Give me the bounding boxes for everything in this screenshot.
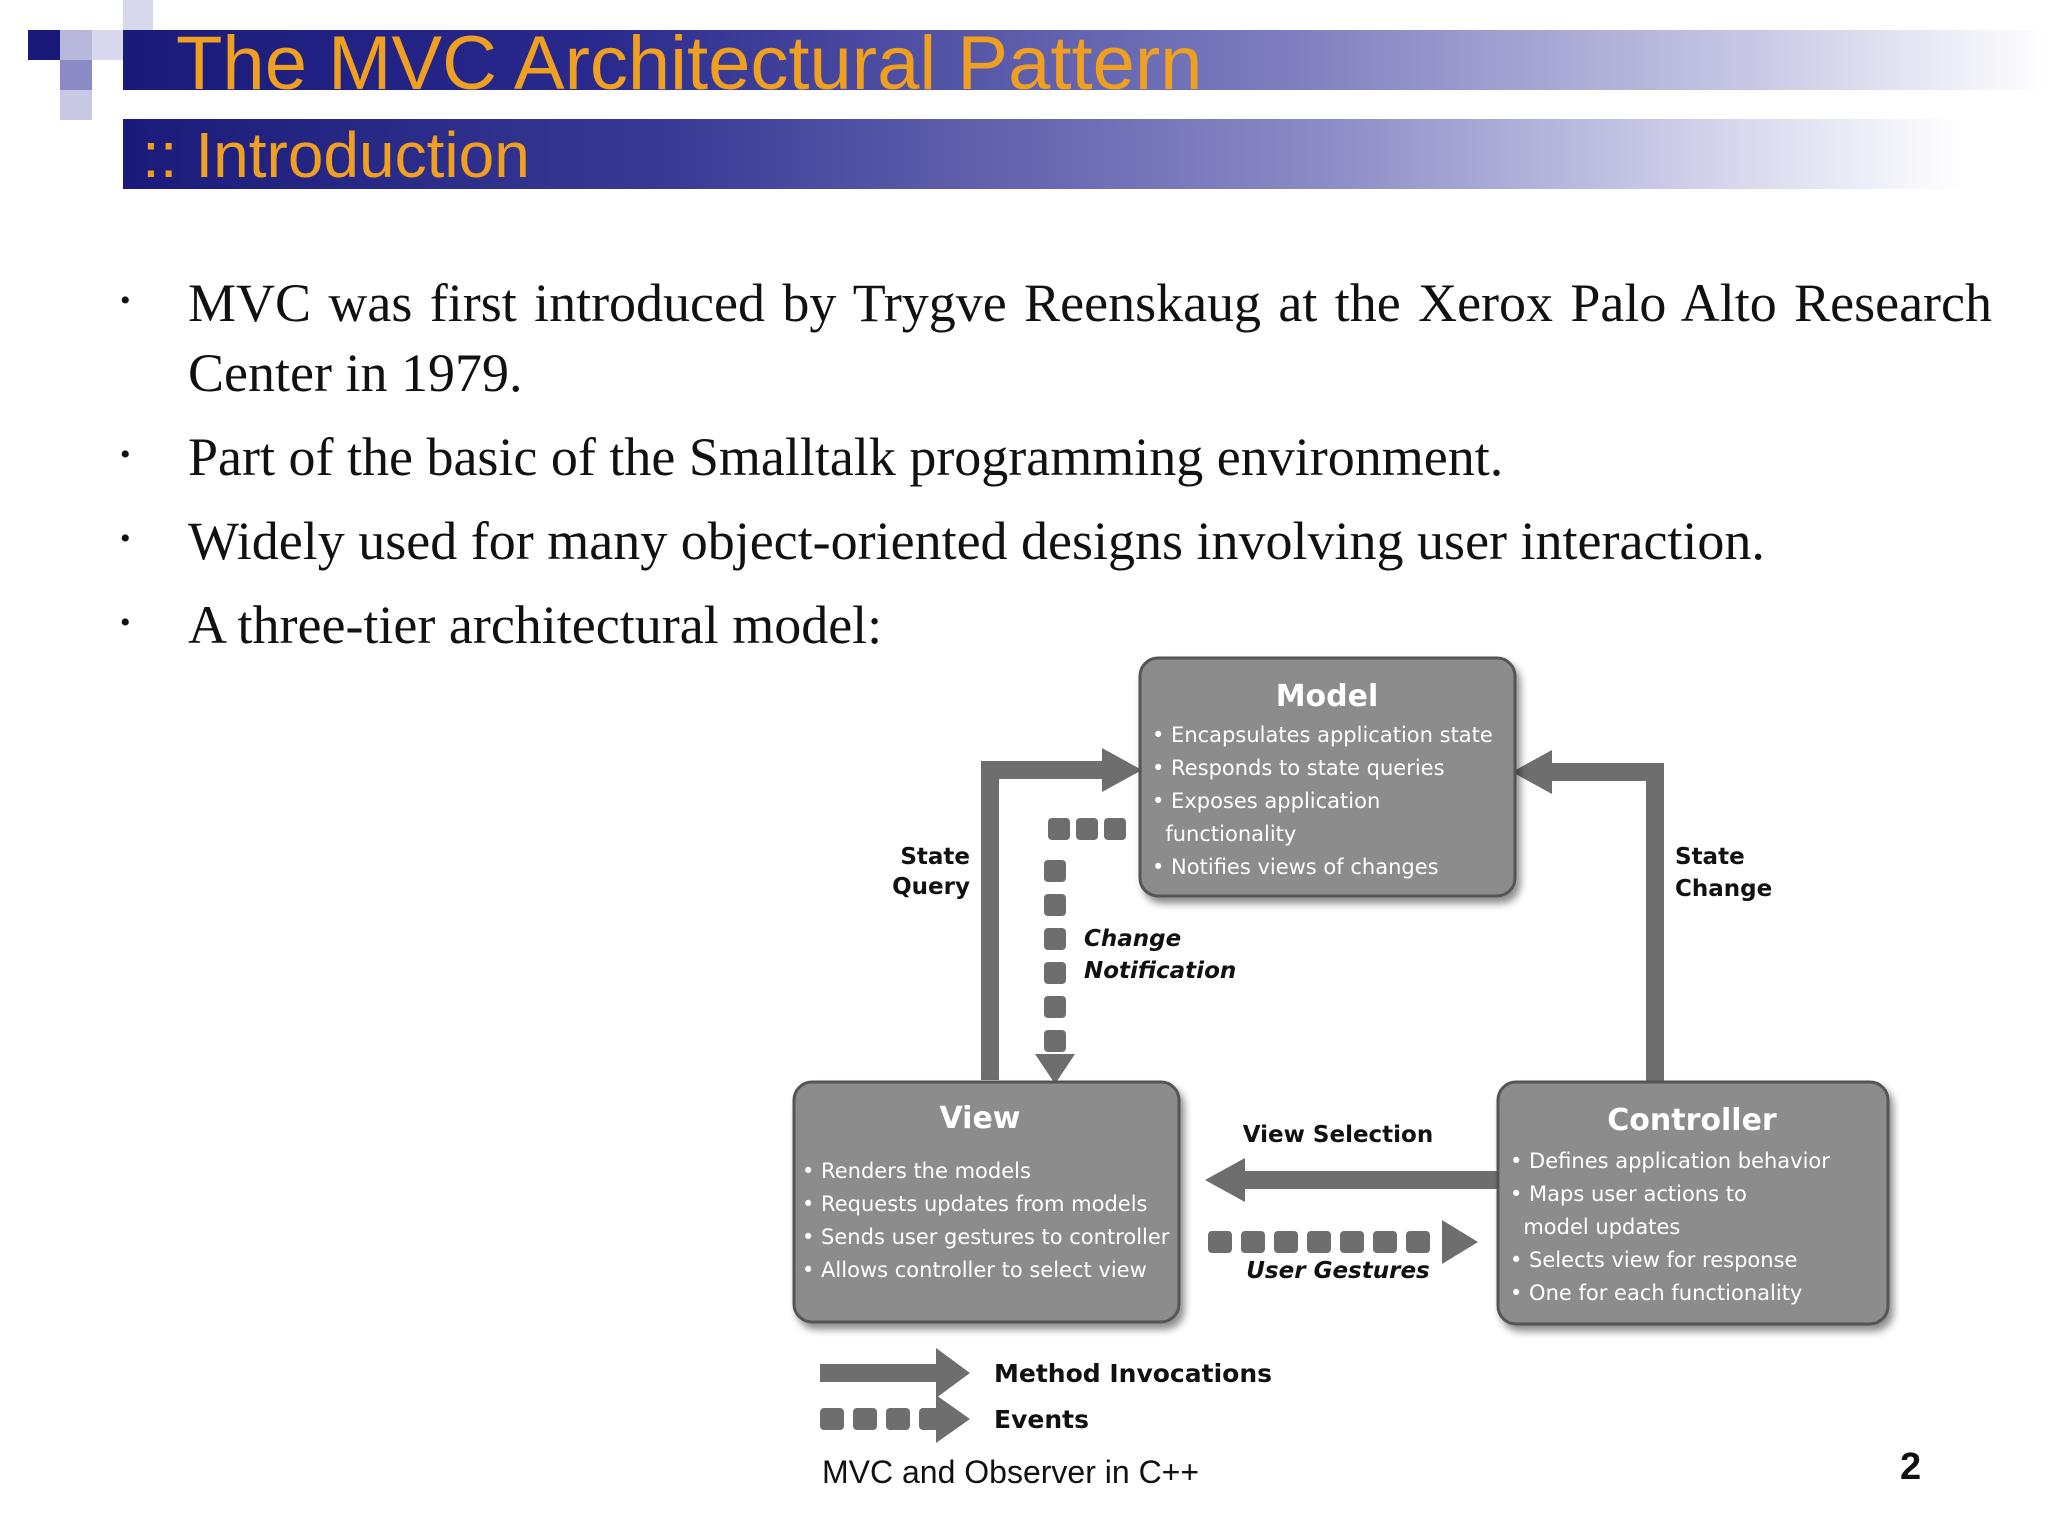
bullet-text: MVC was first introduced by Trygve Reenskaug at the Xerox Palo Alto Research Center in 1979. <box>188 273 1992 403</box>
view-item: • Renders the models <box>802 1159 1031 1183</box>
model-item: • Responds to state queries <box>1152 756 1445 780</box>
bullet-text: Part of the basic of the Smalltalk programming environment. <box>188 427 1504 487</box>
model-item: • Encapsulates application state <box>1152 723 1493 747</box>
decorative-square <box>60 90 92 120</box>
bullet-item <box>120 422 1992 492</box>
view-selection-arrow <box>1205 1158 1500 1202</box>
bullet-dot: • <box>120 284 131 317</box>
bullet-item <box>120 590 1992 648</box>
view-box <box>794 1082 1179 1322</box>
model-title: Model <box>1275 679 1379 714</box>
slide-subtitle: :: Introduction <box>142 119 530 191</box>
user-gestures-label: User Gestures <box>1246 1258 1430 1284</box>
view-item: • Sends user gestures to controller <box>802 1225 1170 1249</box>
change-notification-label: Change <box>1084 926 1182 952</box>
state-change-label: Change <box>1675 876 1773 902</box>
model-item: functionality <box>1152 822 1297 846</box>
decorative-square <box>92 30 124 60</box>
state-query-label: State <box>900 844 970 870</box>
controller-item: • Defines application behavior <box>1510 1149 1830 1173</box>
view-item: • Requests updates from models <box>802 1192 1148 1216</box>
bullet-item <box>120 506 1992 576</box>
view-selection-label: View Selection <box>1242 1122 1434 1148</box>
controller-item: • Selects view for response <box>1510 1248 1798 1272</box>
model-box <box>1140 658 1515 896</box>
controller-item: • Maps user actions to <box>1510 1182 1747 1206</box>
slide-footer: MVC and Observer in C++ <box>822 1454 1200 1490</box>
bullet-list <box>120 268 1992 662</box>
decorative-square <box>123 0 153 30</box>
model-item: • Exposes application <box>1152 789 1381 813</box>
page-number: 2 <box>1900 1446 1922 1488</box>
legend <box>820 1348 1272 1443</box>
legend-method-invocations: Method Invocations <box>994 1359 1272 1388</box>
view-title: View <box>939 1101 1021 1136</box>
bullet-text: Widely used for many object-oriented designs involving user interaction. <box>188 511 1765 571</box>
bullet-text: A three-tier architectural model: <box>188 595 883 648</box>
bullet-item <box>120 268 1992 408</box>
view-item: • Allows controller to select view <box>802 1258 1147 1282</box>
change-notification-label: Notification <box>1084 958 1237 984</box>
decorative-square <box>60 30 92 60</box>
controller-item: • One for each functionality <box>1510 1281 1803 1305</box>
state-query-label: Query <box>892 874 970 900</box>
bullet-dot: • <box>120 438 131 471</box>
legend-dashed-arrow <box>820 1395 970 1443</box>
slide-title: The MVC Architectural Pattern <box>176 21 1203 106</box>
decorative-square <box>28 30 60 60</box>
bullet-dot: • <box>120 522 131 555</box>
model-item: • Notifies views of changes <box>1152 855 1439 879</box>
controller-title: Controller <box>1607 1103 1777 1138</box>
state-change-label: State <box>1675 844 1745 870</box>
bullet-dot: • <box>120 606 131 639</box>
state-change-arrow <box>1512 750 1655 1082</box>
state-query-arrow <box>990 748 1142 1080</box>
controller-item: model updates <box>1510 1215 1681 1239</box>
decorative-square <box>60 60 92 90</box>
controller-box <box>1498 1082 1888 1324</box>
legend-solid-arrow <box>820 1348 970 1398</box>
mvc-diagram <box>790 650 1900 1450</box>
legend-events: Events <box>994 1405 1089 1434</box>
